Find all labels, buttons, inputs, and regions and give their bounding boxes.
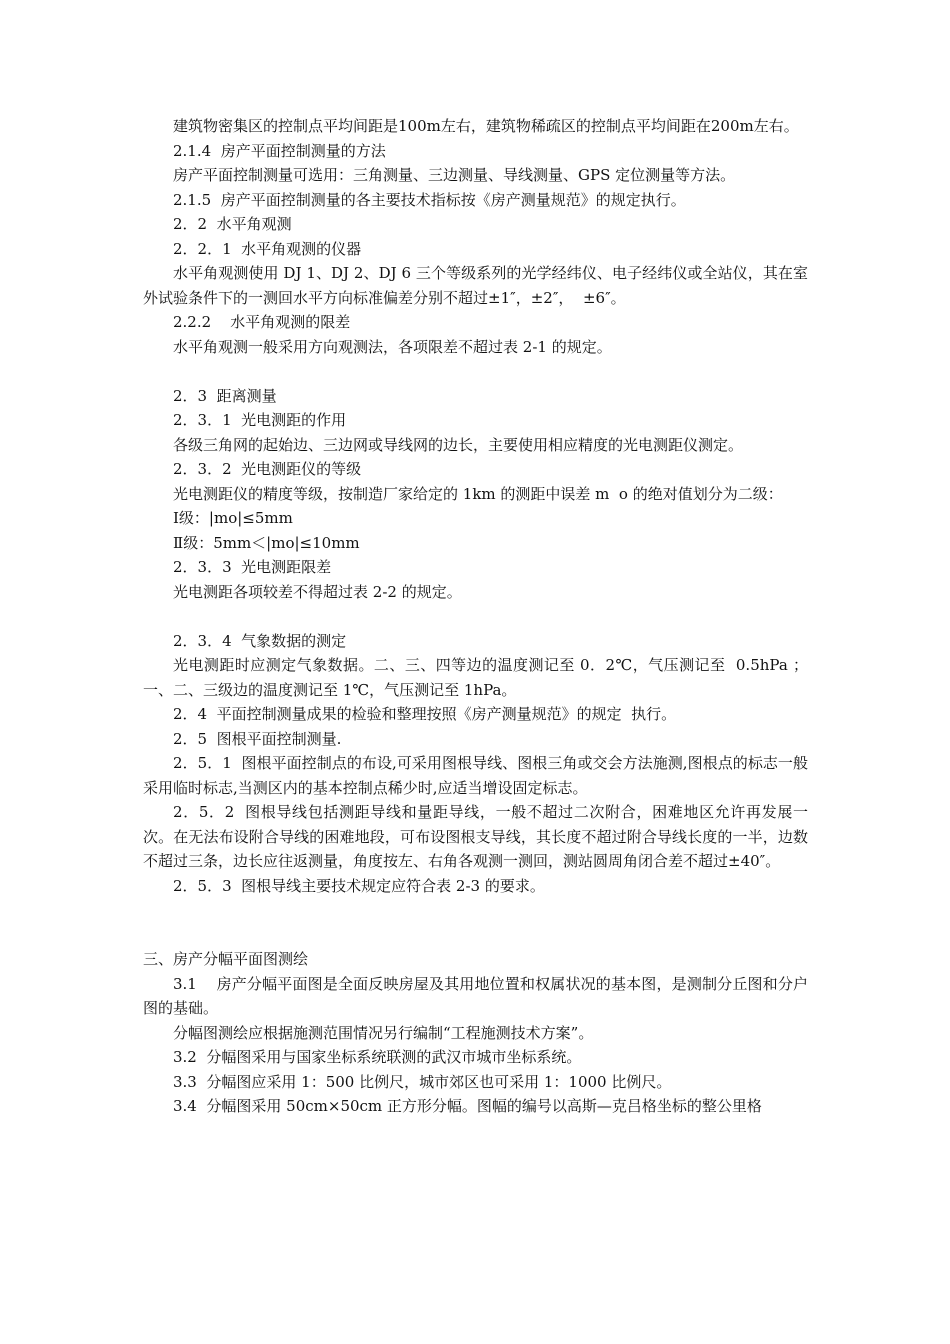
heading-2-2: 2．2 水平角观测 xyxy=(173,215,292,233)
section-3-heading: 三、房产分幅平面图测绘 xyxy=(143,950,309,968)
blank-line xyxy=(143,359,808,384)
paragraph-3-2: 3.2 分幅图采用与国家坐标系统联测的武汉市城市坐标系统。 xyxy=(173,1048,582,1066)
heading-2-1-4: 2.1.4 房产平面控制测量的方法 xyxy=(173,141,386,160)
heading-2-3-4: 2．3．4 气象数据的测定 xyxy=(173,631,347,650)
paragraph-meteorological-data: 光电测距时应测定气象数据。二、三、四等边的温度测记至 0．2℃，气压测记至 0.5hPa ；一、二、三级边的温度测记至 1℃，气压测记至 1hPa。 xyxy=(143,656,808,699)
heading-2-1-5: 2.1.5 房产平面控制测量的各主要技术指标按《房产测量规范》的规定执行。 xyxy=(173,190,686,209)
paragraph-control-methods: 房产平面控制测量可选用：三角测量、三边测量、导线测量、GPS 定位测量等方法。 xyxy=(173,166,736,184)
heading-2-2-2: 2.2.2 水平角观测的限差 xyxy=(173,313,351,331)
heading-2-2-1: 2．2．1 水平角观测的仪器 xyxy=(173,239,362,258)
paragraph-angle-instruments: 水平角观测使用 DJ 1、DJ 2、DJ 6 三个等级系列的光学经纬仪、电子经纬仪或全站仪，其在室外试验条件下的一测回水平方向标准偏差分别不超过±1″，±2″， ±6″。 xyxy=(143,264,808,307)
paragraph-2-5-2: 2．5．2 图根导线包括测距导线和量距导线，一般不超过二次附合，困难地区允许再发展一次。在无法布设附合导线的困难地段，可布设图根支导线，其长度不超过附合导线长度的一半，边数不超过三条，边长应往返测量，角度按左、右角各观测一测回，测站圆周角闭合差不超过±40″。 xyxy=(143,803,808,870)
grade-2-line: Ⅱ级：5mm＜|mo|≤10mm xyxy=(173,533,360,552)
heading-2-3: 2．3 距离测量 xyxy=(173,386,277,405)
heading-2-5: 2．5 图根平面控制测量. xyxy=(173,729,342,748)
heading-2-4: 2．4 平面控制测量成果的检验和整理按照《房产测量规范》的规定 执行。 xyxy=(173,705,677,723)
paragraph-control-point-spacing: 建筑物密集区的控制点平均间距是100m左右，建筑物稀疏区的控制点平均间距在200m左右。 xyxy=(173,117,799,135)
blank-line xyxy=(143,604,808,629)
heading-2-3-3: 2．3．3 光电测距限差 xyxy=(173,558,332,576)
heading-2-3-1: 2．3．1 光电测距的作用 xyxy=(173,411,347,429)
paragraph-edm-purpose: 各级三角网的起始边、三边网或导线网的边长，主要使用相应精度的光电测距仪测定。 xyxy=(173,435,744,454)
paragraph-angle-limits: 水平角观测一般采用方向观测法，各项限差不超过表 2-1 的规定。 xyxy=(173,337,612,356)
paragraph-2-5-1: 2．5．1 图根平面控制点的布设,可采用图根导线、图根三角或交会方法施测,图根点的标志一般采用临时标志,当测区内的基本控制点稀少时,应适当增设固定标志。 xyxy=(143,754,808,797)
paragraph-technical-plan: 分幅图测绘应根据施测范围情况另行编制“工程施测技术方案”。 xyxy=(173,1023,594,1042)
blank-lines xyxy=(143,898,808,947)
document-body xyxy=(143,114,808,1119)
paragraph-3-4: 3.4 分幅图采用 50cm×50cm 正方形分幅。图幅的编号以高斯—克吕格坐标的整公里格 xyxy=(173,1097,762,1115)
grade-1-line: Ⅰ级：|mo|≤5mm xyxy=(173,509,293,527)
paragraph-3-1: 3.1 房产分幅平面图是全面反映房屋及其用地位置和权属状况的基本图，是测制分丘图和分户图的基础。 xyxy=(143,974,808,1017)
heading-2-3-2: 2．3．2 光电测距仪的等级 xyxy=(173,460,362,478)
paragraph-3-3: 3.3 分幅图应采用 1：500 比例尺，城市郊区也可采用 1：1000 比例尺。 xyxy=(173,1072,672,1091)
paragraph-edm-limits: 光电测距各项较差不得超过表 2-2 的规定。 xyxy=(173,582,462,601)
paragraph-2-5-3: 2．5．3 图根导线主要技术规定应符合表 2-3 的要求。 xyxy=(173,876,545,895)
paragraph-edm-grades: 光电测距仪的精度等级，按制造厂家给定的 1km 的测距中误差 m o 的绝对值划分为二级： xyxy=(173,484,783,503)
